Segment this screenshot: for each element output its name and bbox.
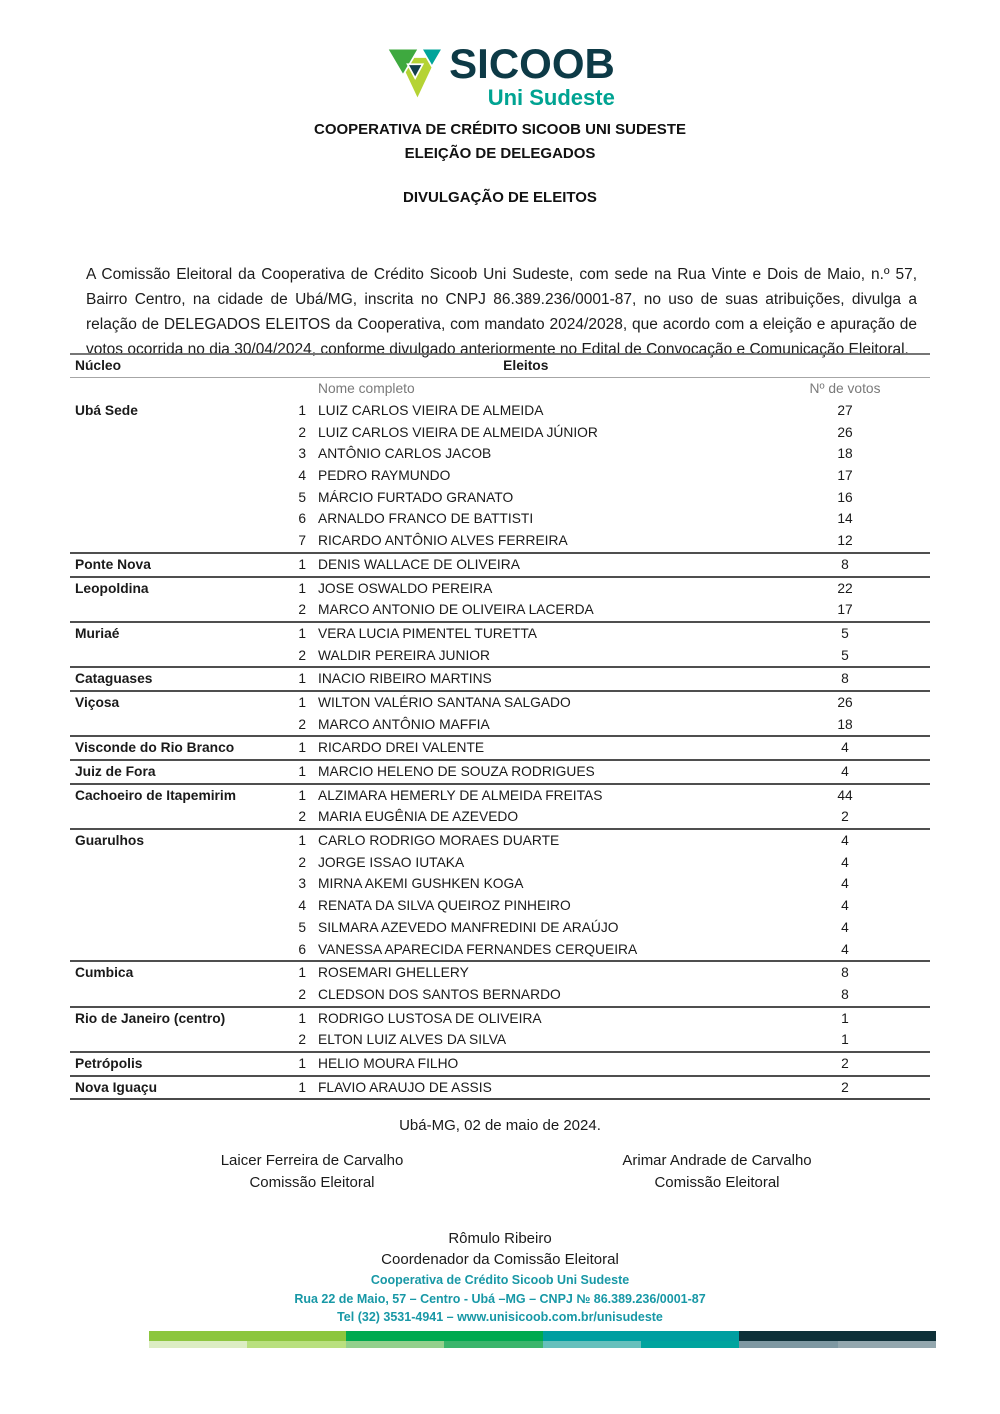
member-name: MARCO ANTÔNIO MAFFIA <box>318 716 490 732</box>
table-row <box>70 668 930 690</box>
table-row <box>70 530 930 552</box>
member-votes: 5 <box>841 647 849 663</box>
nucleo-group <box>70 690 930 735</box>
member-votes: 44 <box>837 787 853 803</box>
table-row <box>70 508 930 530</box>
column-header-nome: Nome completo <box>318 381 415 396</box>
member-votes: 12 <box>837 533 853 549</box>
member-votes: 8 <box>841 556 849 572</box>
member-number: 1 <box>298 1079 306 1095</box>
bar-segment <box>444 1341 542 1348</box>
nucleo-group <box>70 1075 930 1099</box>
member-number: 1 <box>298 403 306 418</box>
member-name: CLEDSON DOS SANTOS BERNARDO <box>318 986 561 1002</box>
bar-segment <box>149 1331 346 1341</box>
nucleo-group <box>70 735 930 759</box>
member-number: 1 <box>298 1010 306 1026</box>
member-number: 1 <box>298 694 306 710</box>
member-number: 5 <box>298 919 306 935</box>
table-row <box>70 962 930 984</box>
member-votes: 1 <box>841 1032 849 1048</box>
member-number: 3 <box>298 446 306 462</box>
member-number: 4 <box>298 468 306 484</box>
brand-wordmark: SICOOB <box>449 40 615 87</box>
bar-segment <box>149 1341 247 1348</box>
document-title <box>0 118 1000 166</box>
coordinator-name: Rômulo Ribeiro <box>448 1230 552 1247</box>
signature-right <box>557 1150 877 1194</box>
nucleo-label: Muriaé <box>75 625 120 641</box>
bar-segment <box>641 1341 739 1348</box>
table-row <box>70 1008 930 1030</box>
table-row <box>70 487 930 509</box>
table-row <box>70 737 930 759</box>
nucleo-label: Cumbica <box>75 965 134 981</box>
nucleo-group <box>70 759 930 783</box>
bar-segment <box>346 1341 444 1348</box>
member-votes: 17 <box>837 602 853 618</box>
member-name: RENATA DA SILVA QUEIROZ PINHEIRO <box>318 898 571 914</box>
table-row <box>70 714 930 736</box>
member-name: RICARDO DREI VALENTE <box>318 740 485 756</box>
member-name: LUIZ CARLOS VIEIRA DE ALMEIDA JÚNIOR <box>318 424 598 440</box>
nucleo-group <box>70 783 930 828</box>
table-row <box>70 692 930 714</box>
nucleo-label: Guarulhos <box>75 833 144 849</box>
bar-segment <box>739 1331 936 1341</box>
member-name: RODRIGO LUSTOSA DE OLIVEIRA <box>318 1010 542 1026</box>
member-votes: 18 <box>837 716 853 732</box>
nucleo-label: Juiz de Fora <box>75 764 156 779</box>
member-votes: 2 <box>841 1055 849 1071</box>
member-votes: 4 <box>841 876 849 892</box>
nucleo-group <box>70 666 930 690</box>
table-row <box>70 873 930 895</box>
member-name: LUIZ CARLOS VIEIRA DE ALMEIDA <box>318 403 544 418</box>
member-number: 1 <box>298 833 306 849</box>
brand-bar-top <box>149 1331 936 1341</box>
member-name: VANESSA APARECIDA FERNANDES CERQUEIRA <box>318 941 638 957</box>
table-row <box>70 806 930 828</box>
member-number: 2 <box>298 986 306 1002</box>
member-votes: 2 <box>841 1079 849 1095</box>
member-votes: 4 <box>841 833 849 849</box>
member-name: JORGE ISSAO IUTAKA <box>318 854 465 870</box>
member-number: 7 <box>298 533 306 549</box>
member-votes: 1 <box>841 1010 849 1026</box>
member-number: 4 <box>298 898 306 914</box>
member-votes: 8 <box>841 671 849 687</box>
org-info-line: Cooperativa de Crédito Sicoob Uni Sudeste <box>370 1273 630 1287</box>
member-number: 1 <box>298 965 306 981</box>
column-header-nucleo: Núcleo <box>75 358 121 373</box>
brand-color-bar <box>149 1331 936 1348</box>
table-subheader-row <box>70 378 930 400</box>
table-row <box>70 1077 930 1099</box>
table-row <box>70 917 930 939</box>
member-votes: 8 <box>841 986 849 1002</box>
member-votes: 5 <box>841 625 849 641</box>
member-number: 5 <box>298 489 306 505</box>
member-name: ELTON LUIZ ALVES DA SILVA <box>318 1032 507 1048</box>
member-number: 2 <box>298 809 306 825</box>
title-line-1: COOPERATIVA DE CRÉDITO SICOOB UNI SUDESTE <box>314 121 686 138</box>
member-votes: 4 <box>841 919 849 935</box>
title-line-2: ELEIÇÃO DE DELEGADOS <box>404 145 596 162</box>
member-name: VERA LUCIA PIMENTEL TURETTA <box>318 625 538 641</box>
member-number: 2 <box>298 647 306 663</box>
member-votes: 26 <box>837 694 853 710</box>
member-name: MARIA EUGÊNIA DE AZEVEDO <box>318 809 519 825</box>
signature-name: Arimar Andrade de Carvalho <box>622 1152 812 1169</box>
nucleo-label: Leopoldina <box>75 580 149 596</box>
bar-segment <box>739 1341 837 1348</box>
signature-role: Comissão Eleitoral <box>654 1174 780 1191</box>
member-name: ARNALDO FRANCO DE BATTISTI <box>318 511 534 527</box>
table-row <box>70 1029 930 1051</box>
member-votes: 18 <box>837 446 853 462</box>
member-number: 2 <box>298 602 306 618</box>
table-row <box>70 895 930 917</box>
member-votes: 26 <box>837 424 853 440</box>
member-name: MÁRCIO FURTADO GRANATO <box>318 489 514 505</box>
member-votes: 4 <box>841 854 849 870</box>
nucleo-label: Ubá Sede <box>75 403 138 418</box>
nucleo-label: Rio de Janeiro (centro) <box>75 1010 226 1026</box>
table-row <box>70 939 930 961</box>
sicoob-logo <box>0 42 1000 110</box>
nucleo-label: Petrópolis <box>75 1055 143 1071</box>
member-number: 1 <box>298 556 306 572</box>
member-votes: 4 <box>841 898 849 914</box>
member-name: MARCIO HELENO DE SOUZA RODRIGUES <box>318 764 595 779</box>
table-row <box>70 852 930 874</box>
member-votes: 16 <box>837 489 853 505</box>
table-body <box>70 400 930 1100</box>
member-votes: 4 <box>841 941 849 957</box>
org-info-line: Rua 22 de Maio, 57 – Centro - Ubá –MG – CNPJ № 86.389.236/0001-87 <box>294 1291 706 1306</box>
column-header-votos: Nº de votos <box>809 381 881 396</box>
nucleo-group <box>70 960 930 1005</box>
brand-bar-bottom <box>149 1341 936 1348</box>
bar-segment <box>838 1341 936 1348</box>
member-votes: 27 <box>837 403 853 418</box>
member-name: ANTÔNIO CARLOS JACOB <box>318 446 492 462</box>
intro-paragraph: A Comissão Eleitoral da Cooperativa de Crédito Sicoob Uni Sudeste, com sede na Rua Vinte e Dois de Maio, n.º 57, Bairro Centro, na cidade de Ubá/MG, inscrita no CNPJ 86.389.236/0001-87, no uso de suas atribuições, divulga a relação de DELEGADOS ELEITOS da Cooperativa, com mandato 2024/2028, que acordo com a eleição e apuração de votos ocorrida no dia 30/04/2024, conforme divulgado anteriormente no Edital de Convocação e Comunicação Eleitoral. <box>86 265 917 358</box>
member-name: INACIO RIBEIRO MARTINS <box>318 671 492 687</box>
member-number: 1 <box>298 625 306 641</box>
member-name: ALZIMARA HEMERLY DE ALMEIDA FREITAS <box>318 787 603 803</box>
member-name: FLAVIO ARAUJO DE ASSIS <box>318 1079 492 1095</box>
org-info <box>0 1271 1000 1327</box>
member-number: 1 <box>298 1055 306 1071</box>
table-row <box>70 830 930 852</box>
nucleo-label: Ponte Nova <box>75 556 151 572</box>
member-name: SILMARA AZEVEDO MANFREDINI DE ARAÚJO <box>318 919 619 935</box>
member-number: 2 <box>298 716 306 732</box>
org-info-line: Tel (32) 3531-4941 – www.unisicoob.com.br/unisudeste <box>337 1310 663 1324</box>
member-name: MARCO ANTONIO DE OLIVEIRA LACERDA <box>318 602 594 618</box>
table-row <box>70 465 930 487</box>
sicoob-logo-icon <box>385 42 443 109</box>
member-number: 1 <box>298 740 306 756</box>
nucleo-group <box>70 1006 930 1051</box>
table-row <box>70 623 930 645</box>
table-row <box>70 761 930 783</box>
member-name: RICARDO ANTÔNIO ALVES FERREIRA <box>318 533 568 549</box>
nucleo-label: Cachoeiro de Itapemirim <box>75 787 237 803</box>
member-number: 2 <box>298 1032 306 1048</box>
table-row <box>70 422 930 444</box>
table-row <box>70 443 930 465</box>
table-row <box>70 400 930 422</box>
bar-segment <box>247 1341 345 1348</box>
table-row <box>70 984 930 1006</box>
member-number: 6 <box>298 941 306 957</box>
signature-role: Comissão Eleitoral <box>249 1174 375 1191</box>
nucleo-group <box>70 1051 930 1075</box>
member-votes: 2 <box>841 809 849 825</box>
member-number: 1 <box>298 764 306 779</box>
member-name: ROSEMARI GHELLERY <box>318 965 469 981</box>
nucleo-group <box>70 621 930 666</box>
member-number: 6 <box>298 511 306 527</box>
nucleo-label: Nova Iguaçu <box>75 1079 158 1095</box>
signature-name: Laicer Ferreira de Carvalho <box>220 1152 404 1169</box>
member-votes: 14 <box>837 511 853 527</box>
nucleo-group <box>70 828 930 960</box>
nucleo-group <box>70 400 930 552</box>
bar-segment <box>346 1331 543 1341</box>
member-name: JOSE OSWALDO PEREIRA <box>318 580 493 596</box>
member-name: MIRNA AKEMI GUSHKEN KOGA <box>318 876 524 892</box>
member-number: 2 <box>298 854 306 870</box>
coordinator-role: Coordenador da Comissão Eleitoral <box>381 1251 619 1268</box>
bar-segment <box>543 1341 641 1348</box>
member-votes: 4 <box>841 764 849 779</box>
document-subtitle: DIVULGAÇÃO DE ELEITOS <box>403 189 597 206</box>
member-votes: 8 <box>841 965 849 981</box>
results-table <box>70 353 930 1100</box>
table-row <box>70 1053 930 1075</box>
brand-subname: Uni Sudeste <box>487 85 615 110</box>
table-row <box>70 554 930 576</box>
table-row <box>70 645 930 667</box>
member-name: DENIS WALLACE DE OLIVEIRA <box>318 556 520 572</box>
nucleo-label: Viçosa <box>75 694 120 710</box>
member-votes: 4 <box>841 740 849 756</box>
table-header-row <box>70 353 930 378</box>
date-line: Ubá-MG, 02 de maio de 2024. <box>399 1117 601 1134</box>
nucleo-group <box>70 552 930 576</box>
member-name: WALDIR PEREIRA JUNIOR <box>318 647 490 663</box>
member-name: WILTON VALÉRIO SANTANA SALGADO <box>318 694 571 710</box>
signature-left <box>152 1150 472 1194</box>
member-number: 1 <box>298 787 306 803</box>
member-number: 2 <box>298 424 306 440</box>
nucleo-group <box>70 576 930 621</box>
nucleo-label: Visconde do Rio Branco <box>75 740 235 756</box>
nucleo-label: Cataguases <box>75 671 153 687</box>
member-number: 3 <box>298 876 306 892</box>
member-name: PEDRO RAYMUNDO <box>318 468 451 484</box>
column-header-eleitos: Eleitos <box>503 358 549 373</box>
member-votes: 22 <box>837 580 853 596</box>
member-name: CARLO RODRIGO MORAES DUARTE <box>318 833 560 849</box>
table-row <box>70 578 930 600</box>
member-votes: 17 <box>837 468 853 484</box>
table-row <box>70 599 930 621</box>
bar-segment <box>543 1331 740 1341</box>
coordinator-block <box>0 1228 1000 1270</box>
table-row <box>70 785 930 807</box>
member-name: HELIO MOURA FILHO <box>318 1055 459 1071</box>
member-number: 1 <box>298 671 306 687</box>
member-number: 1 <box>298 580 306 596</box>
